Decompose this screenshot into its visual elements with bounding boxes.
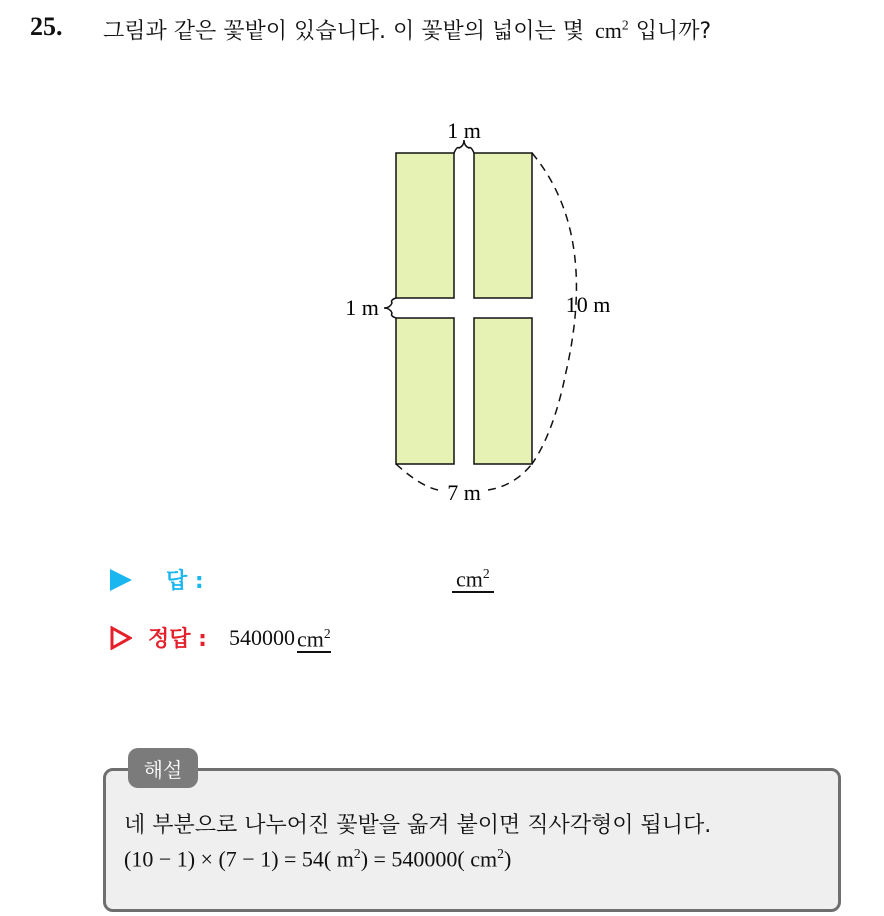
flowerbed-bottom-right	[474, 318, 532, 464]
height-label: 10 m	[565, 292, 611, 317]
flowerbed-top-right	[474, 153, 532, 298]
question-number: 25.	[30, 12, 63, 41]
left-path-brace	[384, 298, 396, 318]
question-text	[103, 14, 711, 45]
question-body: 그림과 같은 꽃밭이 있습니다. 이 꽃밭의 넓이는 몇	[103, 19, 584, 44]
play-arrow-icon	[110, 569, 132, 591]
answer-input[interactable]: $cm^2$	[452, 562, 494, 593]
question-tail: 입니까?	[635, 19, 712, 44]
flowerbed-top-left	[396, 153, 454, 298]
bottom-label: 7 m	[447, 480, 481, 505]
explanation-line-1: 네 부분으로 나누어진 꽃밭을 옮겨 붙이면 직사각형이 됩니다.	[124, 813, 712, 838]
correct-answer-label: 정답 :	[148, 627, 207, 653]
correct-answer-value: 540000	[228, 624, 295, 650]
question-unit: $cm^2$	[595, 17, 629, 43]
left-path-label: 1 m	[345, 295, 379, 320]
explanation-line-2: (10 − 1) × (7 − 1) = 54( $m^2) = 540000$( $cm^2$)	[124, 846, 512, 872]
answer-label: 답 :	[166, 569, 204, 594]
correct-answer-unit: $cm^2$	[297, 622, 331, 653]
flowerbed-bottom-left	[396, 318, 454, 464]
answer-row	[110, 564, 204, 595]
explanation-tab: 해설	[128, 748, 198, 788]
top-path-label: 1 m	[447, 118, 481, 143]
explanation-box	[103, 768, 841, 912]
play-outline-icon	[110, 626, 132, 650]
correct-answer-row	[110, 622, 331, 653]
flowerbed-figure	[330, 112, 640, 512]
